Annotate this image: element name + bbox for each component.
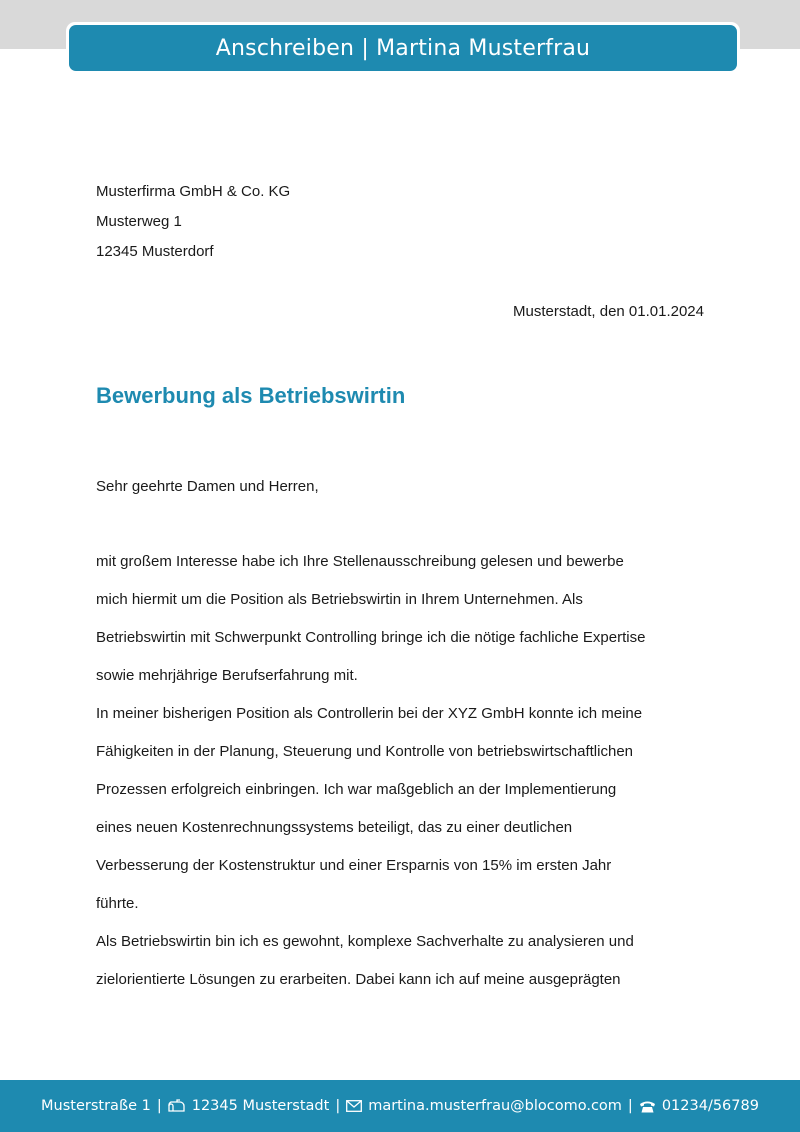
body-line: eines neuen Kostenrechnungssystems beteiligt, das zu einer deutlichen bbox=[96, 819, 573, 836]
body-line: Fähigkeiten in der Planung, Steuerung und Kontrolle von betriebswirtschaftlichen bbox=[96, 743, 633, 760]
document-title: Anschreiben | Martina Musterfrau bbox=[215, 35, 591, 61]
body-line: Verbesserung der Kostenstruktur und einer Ersparnis von 15% im ersten Jahr bbox=[96, 857, 612, 874]
footer-street: Musterstraße 1 bbox=[41, 1098, 151, 1114]
body-line: Als Betriebswirtin bin ich es gewohnt, komplexe Sachverhalte zu analysieren und bbox=[96, 933, 634, 950]
recipient-city: 12345 Musterdorf bbox=[96, 243, 214, 260]
body-line: Prozessen erfolgreich einbringen. Ich war maßgeblich an der Implementierung bbox=[96, 781, 617, 798]
salutation: Sehr geehrte Damen und Herren, bbox=[96, 478, 319, 495]
header-bar bbox=[66, 22, 740, 74]
subject-line: Bewerbung als Betriebswirtin bbox=[96, 383, 406, 408]
body-line: zielorientierte Lösungen zu erarbeiten. Dabei kann ich auf meine ausgeprägten bbox=[96, 971, 621, 988]
header-inner bbox=[69, 25, 737, 71]
telephone-icon bbox=[639, 1100, 656, 1113]
body-line: mit großem Interesse habe ich Ihre Stellenausschreibung gelesen und bewerbe bbox=[96, 553, 624, 570]
body-line: sowie mehrjährige Berufserfahrung mit. bbox=[96, 667, 358, 684]
body-line: Betriebswirtin mit Schwerpunkt Controlling bringe ich die nötige fachliche Expertise bbox=[96, 629, 646, 646]
letter-body bbox=[96, 543, 706, 999]
body-line: führte. bbox=[96, 895, 139, 912]
body-line: In meiner bisherigen Position als Controllerin bei der XYZ GmbH konnte ich meine bbox=[96, 705, 643, 722]
recipient-address bbox=[96, 177, 290, 267]
body-line: mich hiermit um die Position als Betriebswirtin in Ihrem Unternehmen. Als bbox=[96, 591, 583, 608]
mailbox-icon bbox=[168, 1099, 186, 1113]
place-date: Musterstadt, den 01.01.2024 bbox=[513, 303, 704, 320]
footer-separator: | bbox=[335, 1098, 341, 1114]
footer-phone: 01234/56789 bbox=[661, 1098, 759, 1114]
footer-separator: | bbox=[627, 1098, 633, 1114]
footer-city: 12345 Musterstadt bbox=[191, 1098, 330, 1114]
footer-contact-bar bbox=[0, 1080, 800, 1132]
envelope-icon bbox=[346, 1100, 362, 1112]
recipient-street: Musterweg 1 bbox=[96, 213, 182, 230]
footer-separator: | bbox=[156, 1098, 162, 1114]
recipient-company: Musterfirma GmbH & Co. KG bbox=[96, 183, 291, 200]
footer-email[interactable]: martina.musterfrau@blocomo.com bbox=[368, 1098, 622, 1114]
